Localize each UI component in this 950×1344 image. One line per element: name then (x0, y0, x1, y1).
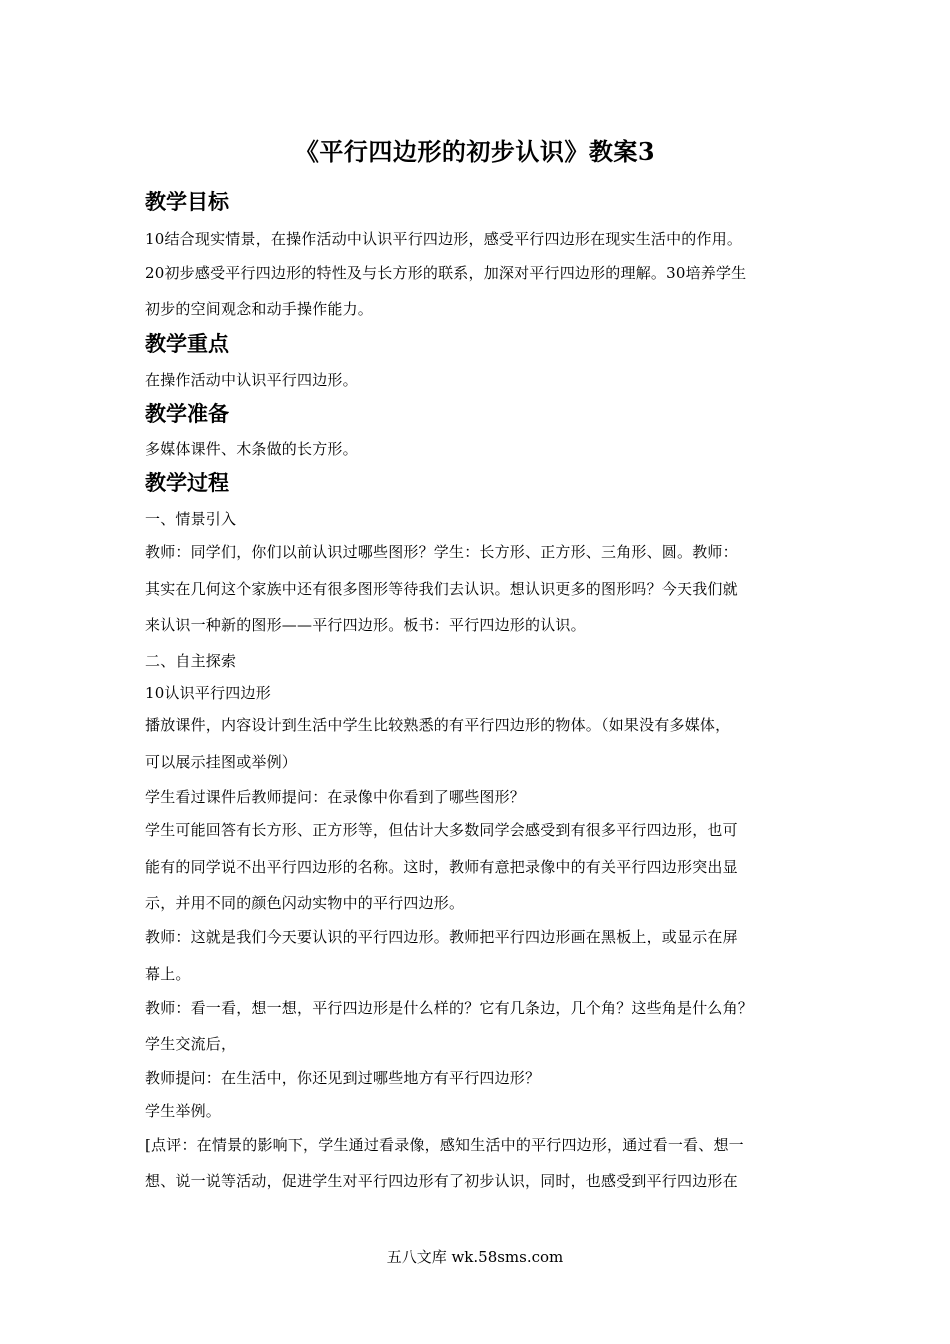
paragraph-line: 教师：这就是我们今天要认识的平行四边形。教师把平行四边形画在黑板上，或显示在屏 (145, 928, 738, 946)
paragraph-line: 学生可能回答有长方形、正方形等，但估计大多数同学会感受到有很多平行四边形，也可 (145, 821, 738, 839)
paragraph-line: [点评：在情景的影响下，学生通过看录像，感知生活中的平行四边形，通过看一看、想一 (145, 1136, 744, 1154)
section-heading-preparation: 教学准备 (145, 401, 229, 426)
section-heading-goals: 教学目标 (145, 189, 229, 214)
paragraph-line: 教师提问：在生活中，你还见到过哪些地方有平行四边形？ (145, 1069, 541, 1087)
paragraph-line: 可以展示挂图或举例） (145, 753, 298, 771)
paragraph-line: 一、情景引入 (145, 510, 237, 528)
section-heading-key-points: 教学重点 (145, 331, 229, 356)
paragraph-line: 来认识一种新的图形——平行四边形。板书：平行四边形的认识。 (145, 616, 586, 634)
paragraph-line: 在操作活动中认识平行四边形。 (145, 371, 358, 389)
paragraph-line: 多媒体课件、木条做的长方形。 (145, 440, 358, 458)
paragraph-line: 幕上。 (145, 965, 191, 983)
paragraph-line: 学生看过课件后教师提问：在录像中你看到了哪些图形？ (145, 788, 526, 806)
paragraph-line: 其实在几何这个家族中还有很多图形等待我们去认识。想认识更多的图形吗？今天我们就 (145, 580, 738, 598)
paragraph-line: 想、说一说等活动，促进学生对平行四边形有了初步认识，同时，也感受到平行四边形在 (145, 1172, 738, 1190)
paragraph-line: 教师：同学们，你们以前认识过哪些图形？学生：长方形、正方形、三角形、圆。教师： (145, 543, 738, 561)
paragraph-line: 二、自主探索 (145, 652, 237, 670)
document-title: 《平行四边形的初步认识》教案3 (294, 137, 656, 166)
paragraph-line: 教师：看一看，想一想，平行四边形是什么样的？它有几条边，几个角？这些角是什么角？ (145, 999, 754, 1017)
section-heading-process: 教学过程 (145, 470, 229, 495)
paragraph-line: 学生交流后， (145, 1035, 237, 1053)
paragraph-line: 学生举例。 (145, 1102, 222, 1120)
paragraph-line: 示，并用不同的颜色闪动实物中的平行四边形。 (145, 894, 465, 912)
paragraph-line: 初步的空间观念和动手操作能力。 (145, 300, 374, 318)
paragraph-line: 10结合现实情景，在操作活动中认识平行四边形，感受平行四边形在现实生活中的作用。 (145, 230, 743, 248)
paragraph-line: 能有的同学说不出平行四边形的名称。这时，教师有意把录像中的有关平行四边形突出显 (145, 858, 738, 876)
paragraph-line: 播放课件，内容设计到生活中学生比较熟悉的有平行四边形的物体。（如果没有多媒体， (145, 716, 731, 734)
paragraph-line: 10认识平行四边形 (145, 684, 271, 702)
page-footer: 五八文库 wk.58sms.com (386, 1248, 564, 1266)
paragraph-line: 20初步感受平行四边形的特性及与长方形的联系，加深对平行四边形的理解。30培养学生 (145, 264, 747, 282)
